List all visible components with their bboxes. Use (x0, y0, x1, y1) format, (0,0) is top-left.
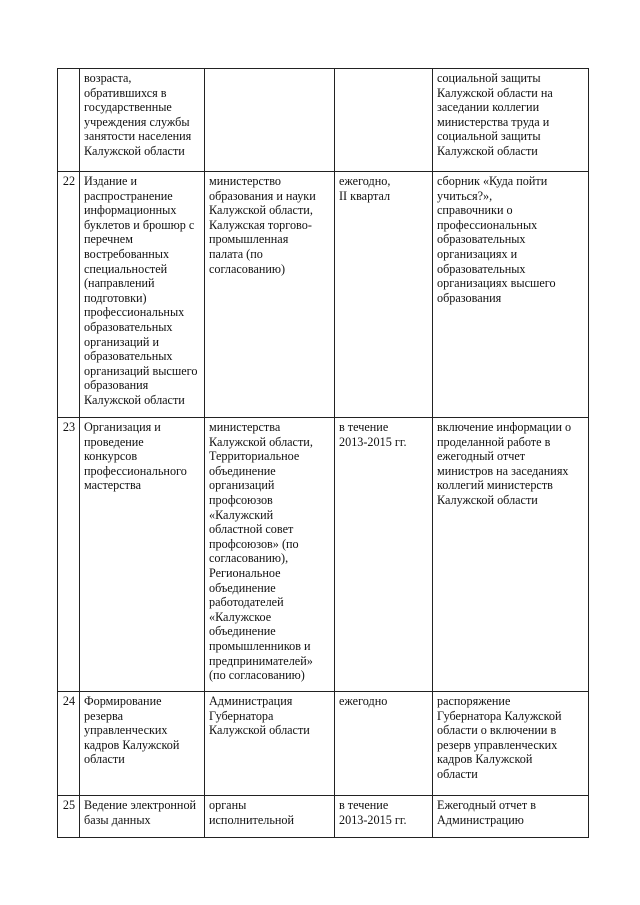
result-cell: сборник «Куда пойти учиться?», справочники о профессиональных образовательных организациях и образовательных организациях высшего образования (433, 172, 589, 418)
action-cell: Организация и проведение конкурсов профессионального мастерства (80, 418, 205, 692)
measures-table (57, 68, 589, 838)
table-row (58, 172, 589, 418)
row-number: 22 (58, 172, 80, 418)
result-cell: Ежегодный отчет в Администрацию (433, 796, 589, 838)
deadline-cell: в течение 2013-2015 гг. (335, 796, 433, 838)
executor-cell (205, 69, 335, 172)
executor-cell: министерства Калужской области, Территориальное объединение организаций профсоюзов «Калужский областной совет профсоюзов» (по согласованию), Региональное объединение работодателей «Калужское объединение промышленников и предпринимателей» (по согласованию) (205, 418, 335, 692)
deadline-cell: в течение 2013-2015 гг. (335, 418, 433, 692)
table-row (58, 692, 589, 796)
deadline-cell: ежегодно, II квартал (335, 172, 433, 418)
executor-cell: Администрация Губернатора Калужской области (205, 692, 335, 796)
action-cell: Издание и распространение информационных буклетов и брошюр с перечнем востребованных специальностей (направлений подготовки) профессиональных образовательных организаций и образовательных организаций высшего образования Калужской области (80, 172, 205, 418)
table-row (58, 69, 589, 172)
result-cell: социальной защиты Калужской области на заседании коллегии министерства труда и социальной защиты Калужской области (433, 69, 589, 172)
row-number (58, 69, 80, 172)
result-cell: распоряжение Губернатора Калужской области о включении в резерв управленческих кадров Калужской области (433, 692, 589, 796)
deadline-cell (335, 69, 433, 172)
executor-cell: министерство образования и науки Калужской области, Калужская торгово- промышленная палата (по согласованию) (205, 172, 335, 418)
action-cell: Ведение электронной базы данных (80, 796, 205, 838)
action-cell: Формирование резерва управленческих кадров Калужской области (80, 692, 205, 796)
row-number: 24 (58, 692, 80, 796)
action-cell: возраста, обратившихся в государственные учреждения службы занятости населения Калужской области (80, 69, 205, 172)
table-row (58, 418, 589, 692)
row-number: 25 (58, 796, 80, 838)
deadline-cell: ежегодно (335, 692, 433, 796)
executor-cell: органы исполнительной (205, 796, 335, 838)
row-number: 23 (58, 418, 80, 692)
table-row (58, 796, 589, 838)
result-cell: включение информации о проделанной работе в ежегодный отчет министров на заседаниях коллегий министерств Калужской области (433, 418, 589, 692)
